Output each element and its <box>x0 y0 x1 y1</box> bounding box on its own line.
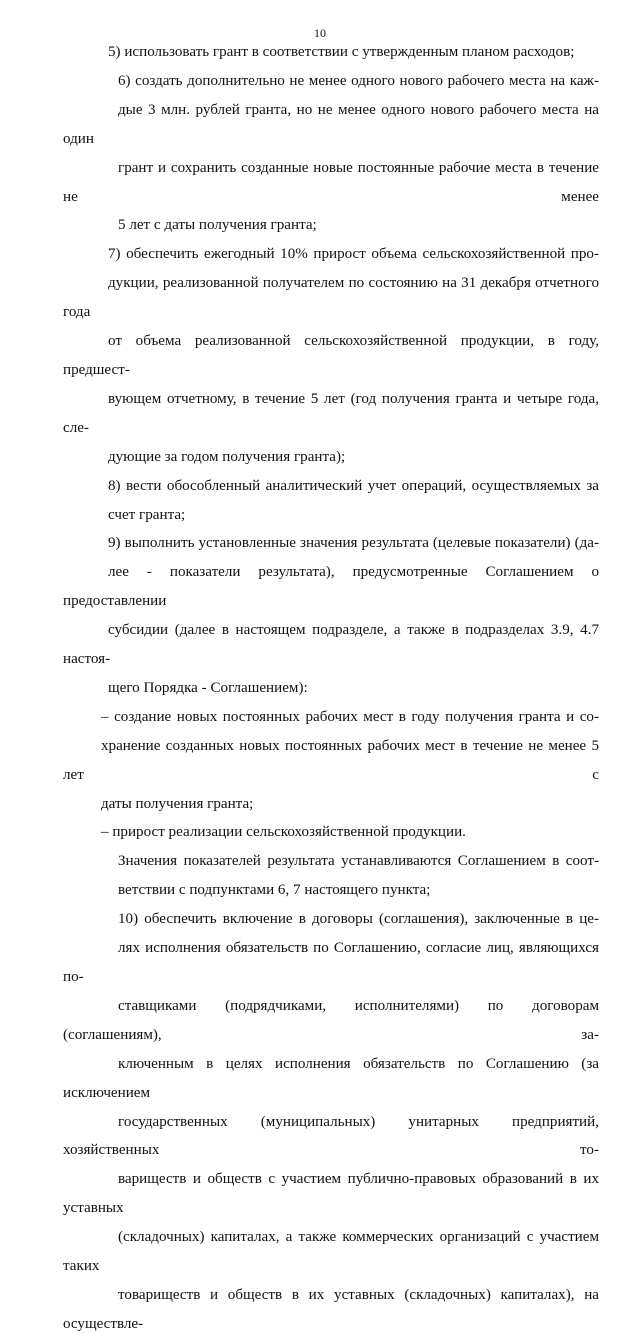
text-line: ставщиками (подрядчиками, исполнителями) по договорам (соглашениям), за- <box>63 997 599 1043</box>
text-line: лях исполнения обязательств по Соглашению, согласие лиц, являющихся по- <box>63 940 599 985</box>
text-line: дующие за годом получения гранта); <box>108 448 346 465</box>
text-line: 5) использовать грант в соответствии с утвержденным планом расходов; <box>108 44 575 60</box>
paragraph <box>63 240 599 471</box>
text-line: товариществ и обществ в их уставных (складочных) капиталах), на осуществле- <box>63 1286 599 1332</box>
document-body <box>63 38 599 1339</box>
text-line: вующем отчетному, в течение 5 лет (год получения гранта и четыре года, сле- <box>63 390 599 436</box>
text-line: 5 лет с даты получения гранта; <box>118 217 317 234</box>
paragraph <box>63 847 599 905</box>
text-line: счет гранта; <box>108 506 186 523</box>
text-line: от объема реализованной сельскохозяйственной продукции, в году, предшест- <box>63 333 599 378</box>
paragraph <box>63 905 599 1339</box>
text-line: 7) обеспечить ежегодный 10% прирост объема сельскохозяйственной про- <box>108 246 599 263</box>
text-line: 9) выполнить установленные значения результата (целевые показатели) (да- <box>108 535 599 552</box>
text-line: государственных (муниципальных) унитарных предприятий, хозяйственных то- <box>63 1113 599 1159</box>
paragraph <box>63 472 599 530</box>
text-line: дые 3 млн. рублей гранта, но не менее одного нового рабочего места на один <box>63 101 599 147</box>
paragraph <box>63 38 599 67</box>
text-line: лее - показатели результата), предусмотренные Соглашением о предоставлении <box>63 564 599 610</box>
text-line: щего Порядка - Соглашением): <box>108 679 308 696</box>
paragraph <box>63 703 599 819</box>
text-line: – создание новых постоянных рабочих мест в году получения гранта и со- <box>101 708 599 725</box>
paragraph <box>63 529 599 702</box>
text-line: 10) обеспечить включение в договоры (соглашения), заключенные в це- <box>118 911 599 928</box>
text-line: (складочных) капиталах, а также коммерческих организаций с участием таких <box>63 1229 599 1275</box>
text-line: Значения показателей результата устанавливаются Соглашением в соот- <box>118 853 599 870</box>
text-line: ключенным в целях исполнения обязательств по Соглашению (за исключением <box>63 1055 599 1101</box>
paragraph <box>63 818 599 847</box>
text-line: вариществ и обществ с участием публично-правовых образований в их уставных <box>63 1171 599 1217</box>
text-line: 6) создать дополнительно не менее одного нового рабочего места на каж- <box>118 72 599 89</box>
text-line: грант и сохранить созданные новые постоянные рабочие места в течение не менее <box>63 159 599 205</box>
text-line: субсидии (далее в настоящем подразделе, а также в подразделах 3.9, 4.7 настоя- <box>63 622 599 668</box>
page-number: 10 <box>314 26 326 40</box>
text-line: – прирост реализации сельскохозяйственной продукции. <box>101 824 466 841</box>
paragraph <box>63 67 599 240</box>
text-line: хранение созданных новых постоянных рабочих мест в течение не менее 5 лет с <box>63 737 599 783</box>
text-line: 8) вести обособленный аналитический учет операций, осуществляемых за <box>108 477 599 494</box>
text-line: ветствии с подпунктами 6, 7 настоящего пункта; <box>118 882 431 899</box>
text-line: даты получения гранта; <box>101 795 254 812</box>
text-line: дукции, реализованной получателем по состоянию на 31 декабря отчетного года <box>63 275 599 321</box>
